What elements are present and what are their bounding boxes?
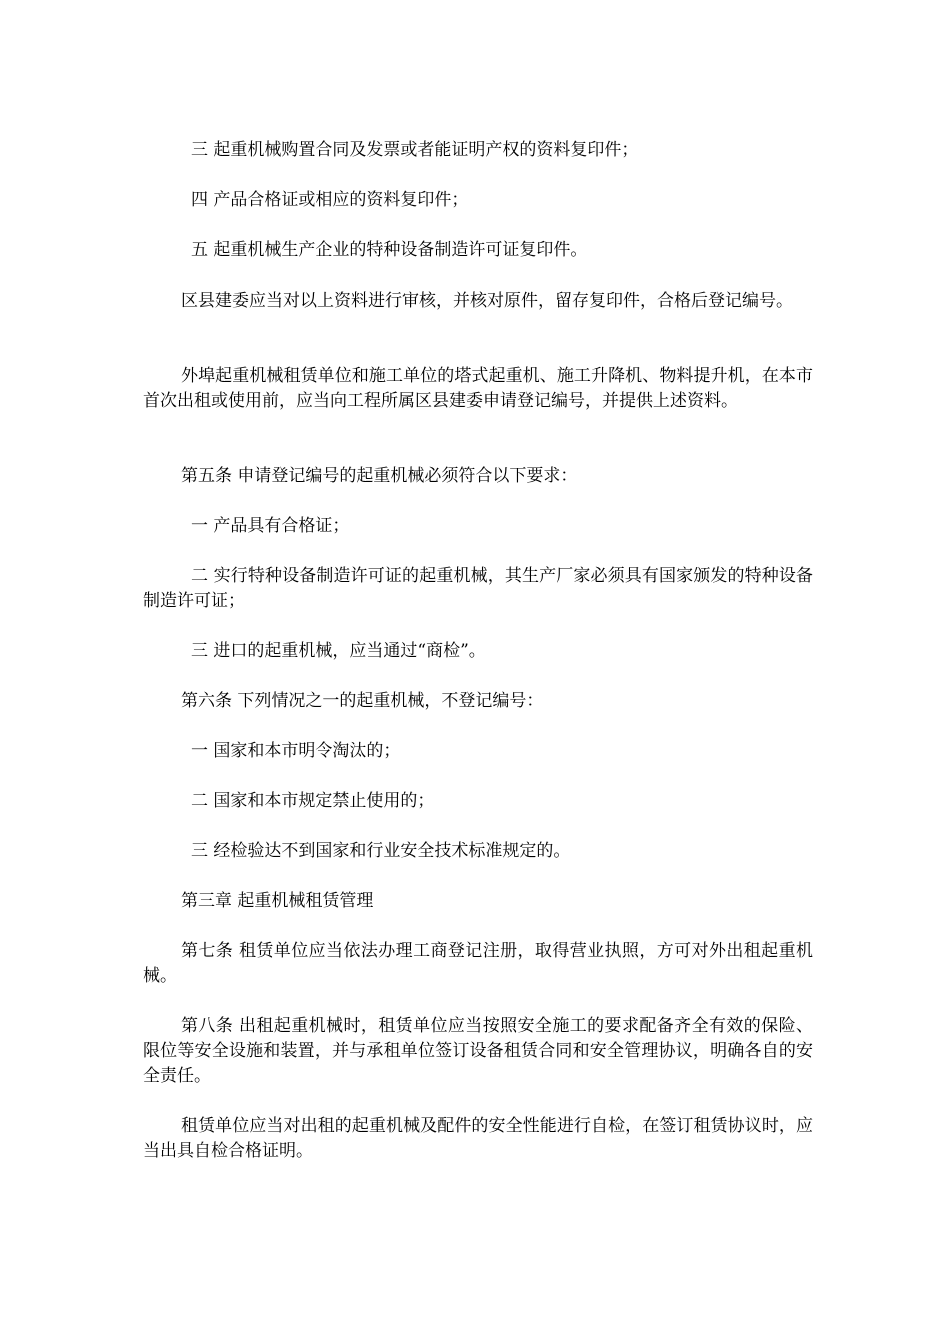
paragraph: 第八条 出租起重机械时，租赁单位应当按照安全施工的要求配备齐全有效的保险、限位等安全设施和装置，并与承租单位签订设备租赁合同和安全管理协议，明确各自的安全责任。 [143,1016,813,1086]
list-item: 二 实行特种设备制造许可证的起重机械，其生产厂家必须具有国家颁发的特种设备制造许可证； [143,566,813,611]
paragraph: 租赁单位应当对出租的起重机械及配件的安全性能进行自检，在签订租赁协议时，应当出具自检合格证明。 [143,1116,813,1161]
list-item: 三 进口的起重机械，应当通过“商检”。 [191,641,486,661]
list-item: 三 起重机械购置合同及发票或者能证明产权的资料复印件； [191,140,639,160]
list-item: 二 国家和本市规定禁止使用的； [191,791,435,811]
paragraph: 区县建委应当对以上资料进行审核，并核对原件，留存复印件，合格后登记编号。 [181,291,793,311]
list-item: 四 产品合格证或相应的资料复印件； [191,190,469,210]
article-heading: 第六条 下列情况之一的起重机械，不登记编号： [181,691,544,711]
list-item: 三 经检验达不到国家和行业安全技术标准规定的。 [191,841,571,861]
article-heading: 第五条 申请登记编号的起重机械必须符合以下要求： [181,466,578,486]
list-item: 一 国家和本市明令淘汰的； [191,741,401,761]
list-item: 五 起重机械生产企业的特种设备制造许可证复印件。 [191,240,588,260]
chapter-heading: 第三章 起重机械租赁管理 [181,891,374,911]
list-item: 一 产品具有合格证； [191,516,350,536]
paragraph: 第七条 租赁单位应当依法办理工商登记注册，取得营业执照，方可对外出租起重机械。 [143,941,813,986]
paragraph: 外埠起重机械租赁单位和施工单位的塔式起重机、施工升降机、物料提升机，在本市首次出租或使用前，应当向工程所属区县建委申请登记编号，并提供上述资料。 [143,366,813,411]
